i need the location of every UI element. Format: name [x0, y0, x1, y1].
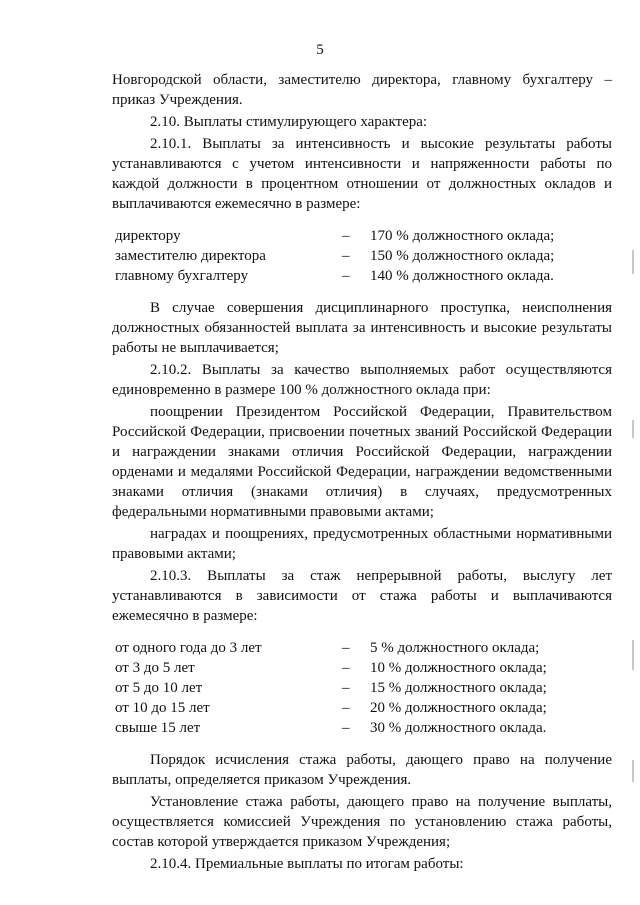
period-cell: от одного года до 3 лет: [115, 640, 262, 656]
rate-cell: 30 % должностного оклада.: [370, 720, 547, 736]
rate-cell: 10 % должностного оклада;: [370, 660, 547, 676]
dash-cell: –: [342, 268, 350, 284]
paragraph-seniority-commission: Установление стажа работы, дающего право на получение выплаты, осуществляется комиссией Учреждения по установлению стажа работы, состав которой утверждается приказом Учреждения;: [112, 794, 612, 850]
paragraph-2-10-1: 2.10.1. Выплаты за интенсивность и высокие результаты работы устанавливаются с учетом интенсивности и напряженности работы по каждой должности в процентном отношении от должностных окладов и выплачиваются ежемесячно в размере:: [112, 136, 612, 212]
dash-cell: –: [342, 640, 350, 656]
scan-margin-marks: [632, 220, 636, 820]
table-row: [115, 226, 612, 246]
dash-cell: –: [342, 660, 350, 676]
position-cell: директору: [115, 228, 181, 244]
paragraph-2-10-4: 2.10.4. Премиальные выплаты по итогам работы:: [150, 856, 464, 872]
dash-cell: –: [342, 680, 350, 696]
table-row: [115, 266, 612, 286]
scan-mark: [632, 250, 634, 274]
scan-mark: [632, 420, 634, 438]
intensity-rate-table: [115, 226, 612, 286]
scan-mark: [632, 760, 634, 782]
paragraph-2-10-2: 2.10.2. Выплаты за качество выполняемых работ осуществляются единовременно в размере 100 % должностного оклада при:: [112, 362, 612, 398]
rate-cell: 140 % должностного оклада.: [370, 268, 554, 284]
paragraph-disciplinary: В случае совершения дисциплинарного проступка, неисполнения должностных обязанностей выплата за интенсивность и высокие результаты работы не выплачивается;: [112, 300, 612, 356]
paragraph-seniority-order: Порядок исчисления стажа работы, дающего право на получение выплаты, определяется приказом Учреждения.: [112, 752, 612, 788]
seniority-rate-table: [115, 638, 612, 738]
table-row: [115, 718, 612, 738]
paragraph-2-10-3: 2.10.3. Выплаты за стаж непрерывной работы, выслугу лет устанавливаются в зависимости от стажа работы и выплачиваются ежемесячно в размере:: [112, 568, 612, 624]
table-row: [115, 678, 612, 698]
period-cell: от 5 до 10 лет: [115, 680, 203, 696]
rate-cell: 170 % должностного оклада;: [370, 228, 555, 244]
rate-cell: 5 % должностного оклада;: [370, 640, 540, 656]
page-number: 5: [316, 42, 324, 58]
paragraph-federal-awards: поощрении Президентом Российской Федерации, Правительством Российской Федерации, присвоении почетных званий Российской Федерации и награждении знаками отличия Российской Федерации, награждении орденами и медалями Российской Федерации, награждении ведомственными знаками отличия (знаками отличия) в случаях, предусмотренных федеральными нормативными правовыми актами;: [112, 404, 612, 520]
paragraph-continuation: Новгородской области, заместителю директора, главному бухгалтеру – приказ Учреждения.: [112, 72, 612, 108]
position-cell: главному бухгалтеру: [115, 268, 249, 284]
table-row: [115, 658, 612, 678]
dash-cell: –: [342, 720, 350, 736]
table-row: [115, 246, 612, 266]
period-cell: от 10 до 15 лет: [115, 700, 210, 716]
paragraph-regional-awards: наградах и поощрениях, предусмотренных областными нормативными правовыми актами;: [112, 526, 612, 562]
dash-cell: –: [342, 700, 350, 716]
rate-cell: 15 % должностного оклада;: [370, 680, 547, 696]
document-body: [112, 70, 612, 874]
position-cell: заместителю директора: [115, 248, 266, 264]
table-row: [115, 638, 612, 658]
dash-cell: –: [342, 248, 350, 264]
dash-cell: –: [342, 228, 350, 244]
table-row: [115, 698, 612, 718]
period-cell: свыше 15 лет: [115, 720, 201, 736]
rate-cell: 20 % должностного оклада;: [370, 700, 547, 716]
rate-cell: 150 % должностного оклада;: [370, 248, 555, 264]
scan-mark: [632, 640, 634, 670]
section-heading-2-10: 2.10. Выплаты стимулирующего характера:: [150, 114, 428, 130]
period-cell: от 3 до 5 лет: [115, 660, 195, 676]
